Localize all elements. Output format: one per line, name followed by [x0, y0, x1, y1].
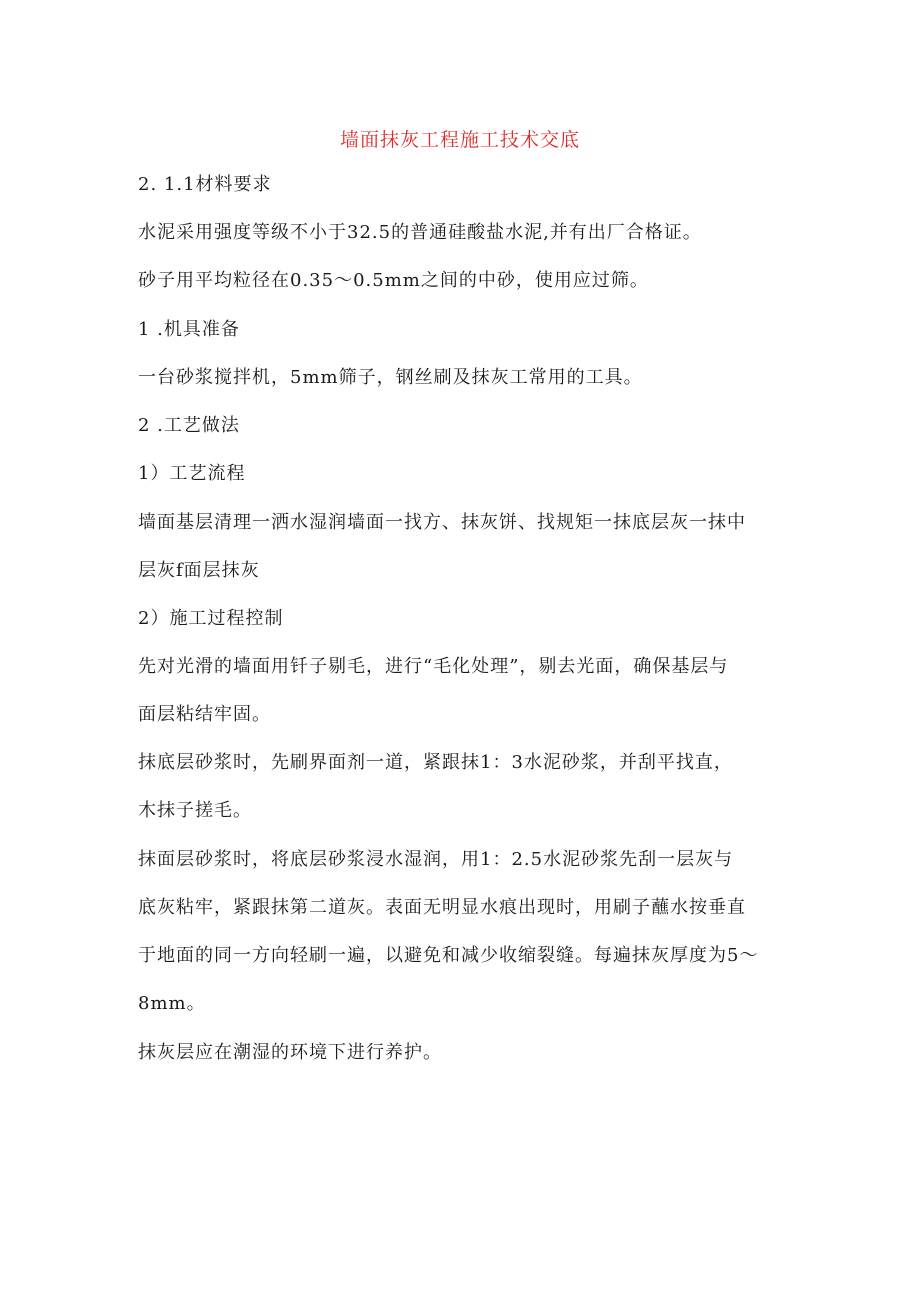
page-title: 墙面抹灰工程施工技术交底 — [339, 129, 580, 151]
paragraph-sand: 砂子用平均粒径在0.35～0.5mm之间的中砂，使用应过筛。 — [138, 270, 649, 291]
paragraph-face-coat-line-3: 于地面的同一方向轻刷一遍，以避免和减少收缩裂缝。每遍抹灰厚度为5～ — [138, 945, 759, 966]
paragraph-face-coat-line-1: 抹面层砂浆时，将底层砂浆浸水湿润，用1：2.5水泥砂浆先刮一层灰与 — [138, 849, 734, 870]
paragraph-curing: 抹灰层应在潮湿的环境下进行养护。 — [138, 1042, 442, 1063]
section-heading-tools: 1 .机具准备 — [138, 319, 240, 340]
paragraph-control-line-1: 先对光滑的墙面用钎子剔毛，进行“毛化处理”，剔去光面，确保基层与 — [138, 656, 729, 677]
paragraph-tools: 一台砂浆搅拌机，5mm筛子，钢丝刷及抹灰工常用的工具。 — [138, 367, 643, 388]
paragraph-base-coat-line-2: 木抹子搓毛。 — [138, 800, 252, 821]
paragraph-control-line-2: 面层粘结牢固。 — [138, 704, 271, 725]
section-heading-material-requirements: 2. 1.1材料要求 — [138, 174, 272, 195]
paragraph-flow-line-1: 墙面基层清理一洒水湿润墙面一找方、抹灰饼、找规矩一抹底层灰一抹中 — [138, 512, 746, 533]
paragraph-cement: 水泥采用强度等级不小于32.5的普通硅酸盐水泥,并有出厂合格证。 — [138, 222, 702, 243]
subheading-process-flow: 1）工艺流程 — [138, 463, 246, 484]
paragraph-flow-line-2: 层灰f面层抹灰 — [138, 560, 260, 581]
paragraph-face-coat-line-4: 8mm。 — [138, 993, 206, 1014]
paragraph-face-coat-line-2: 底灰粘牢，紧跟抹第二道灰。表面无明显水痕出现时，用刷子蘸水按垂直 — [138, 897, 746, 918]
section-heading-process: 2 .工艺做法 — [138, 415, 240, 436]
subheading-process-control: 2）施工过程控制 — [138, 608, 284, 629]
paragraph-base-coat-line-1: 抹底层砂浆时，先刷界面剂一道，紧跟抹1：3水泥砂浆，并刮平找直， — [138, 752, 733, 773]
